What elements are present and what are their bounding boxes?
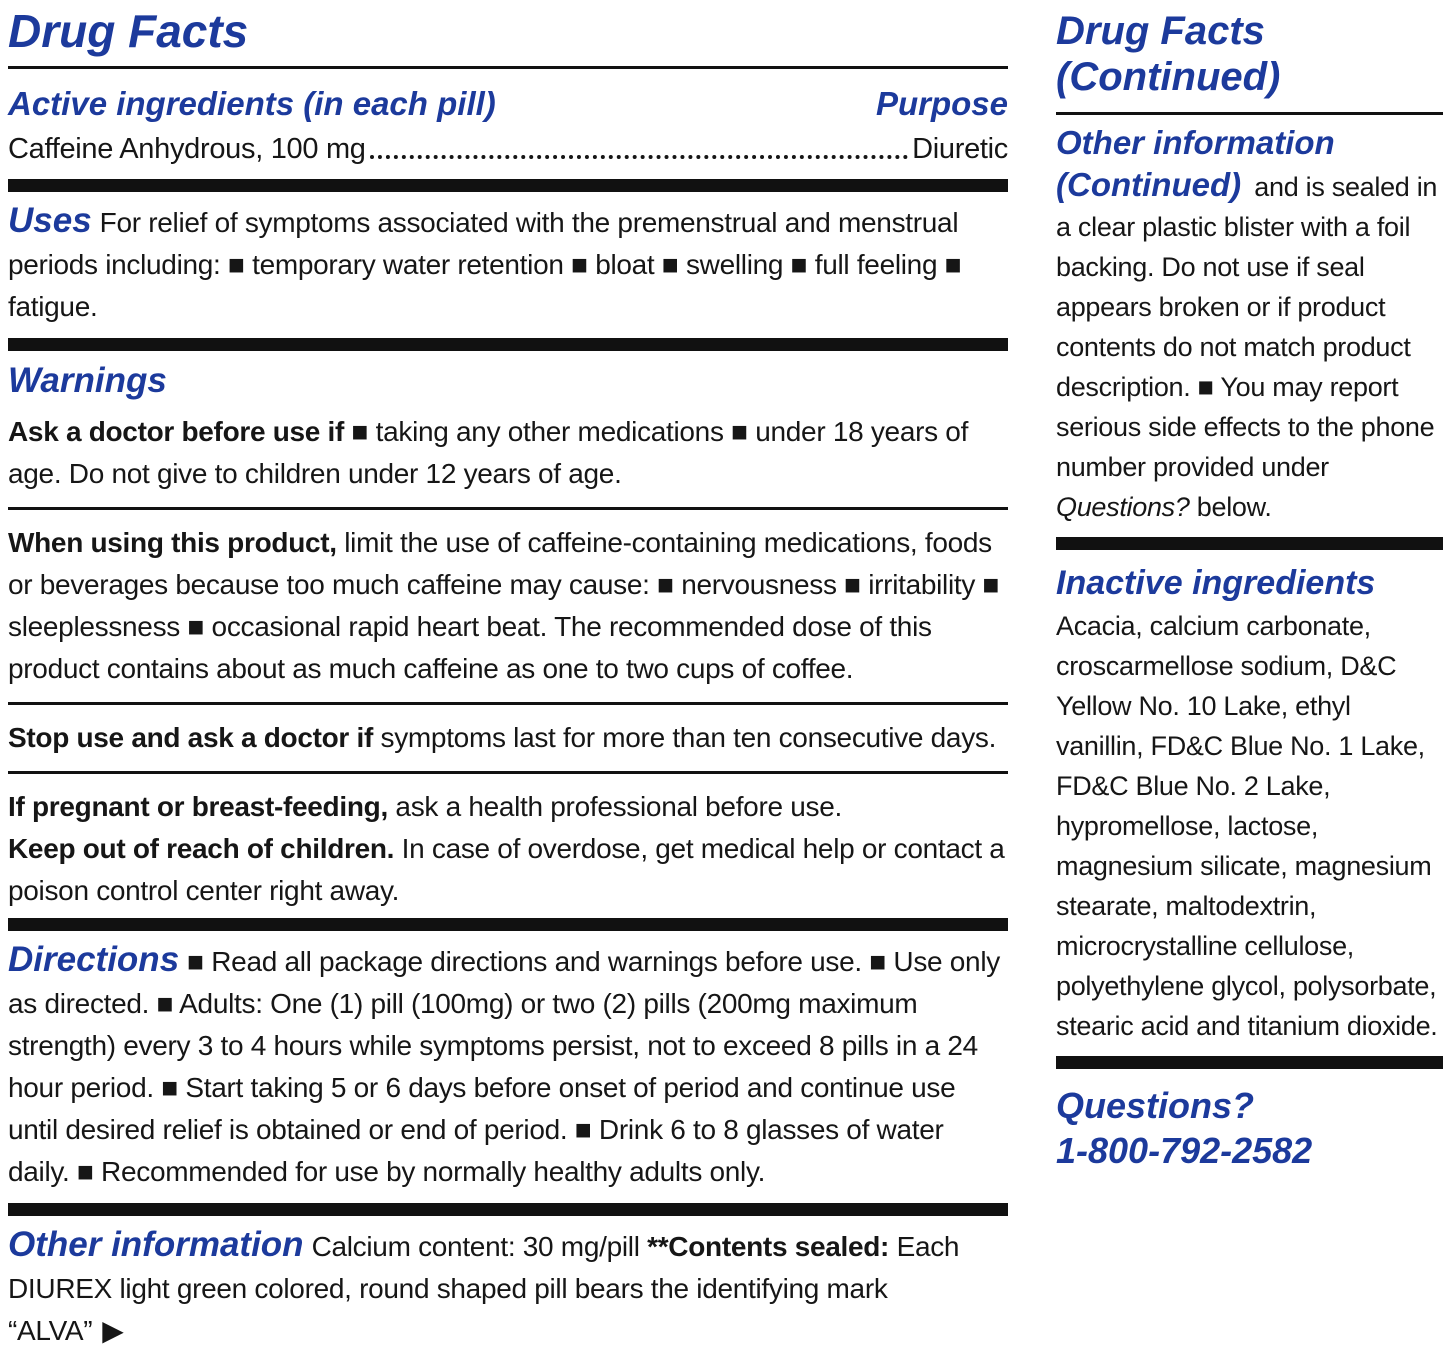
other-information-text1: Calcium content: 30 mg/pill <box>311 1231 648 1262</box>
dotted-leader <box>370 155 908 159</box>
warnings-pregnant <box>8 786 1008 912</box>
directions-heading: Directions <box>8 940 180 979</box>
other-information-continued-section <box>1056 123 1443 527</box>
divider-rule-stop-use <box>8 702 1008 705</box>
warnings-when-using <box>8 522 1008 690</box>
pregnant-text: ask a health professional before use. <box>387 791 842 822</box>
section-divider-bar-uses <box>8 179 1008 192</box>
pregnant-lead: If pregnant or breast-feeding, <box>8 791 388 822</box>
active-ingredients-heading: Active ingredients (in each pill) <box>8 85 496 122</box>
when-using-lead: When using this product, <box>8 527 337 558</box>
other-information-continued-heading: Other information (Continued) <box>1056 124 1335 203</box>
when-using-text: limit the use of caffeine-containing medications, foods or beverages because too much caffeine may cause: ■ nervousness ■ irritability ■ sleeplessness ■ occasional rapid heart beat. The recommended dose of this product contains about as much caffeine as one to two cups of coffee. <box>8 527 1000 684</box>
questions-phone: 1-800-792-2582 <box>1056 1130 1313 1171</box>
warnings-ask-doctor <box>8 411 1008 495</box>
drug-facts-continued-line2: (Continued) <box>1056 55 1281 99</box>
uses-text: For relief of symptoms associated with the premenstrual and menstrual periods including: ■ temporary water retention ■ bloat ■ swelling ■ full feeling ■ fatigue. <box>8 207 962 322</box>
ask-doctor-text: ■ taking any other medications ■ under 18 years of age. Do not give to children under 12 years of age. <box>8 416 969 489</box>
purpose-heading: Purpose <box>875 85 1008 122</box>
questions-reference: Questions? <box>1056 492 1190 522</box>
questions-heading: Questions? <box>1056 1085 1255 1126</box>
section-divider-bar-questions <box>1056 1056 1443 1069</box>
ingredient-purpose: Diuretic <box>912 133 1008 165</box>
inactive-ingredients-heading: Inactive ingredients <box>1056 564 1376 602</box>
drug-facts-continued-line1: Drug Facts <box>1056 9 1265 53</box>
keep-out-text: In case of overdose, get medical help or contact a poison control center right away. <box>8 833 1005 906</box>
ask-doctor-lead: Ask a doctor before use if <box>8 416 345 447</box>
divider-rule-pregnant <box>8 771 1008 774</box>
keep-out-lead: Keep out of reach of children. <box>8 833 395 864</box>
divider-rule-title <box>8 66 1008 69</box>
divider-rule-continued <box>1056 112 1443 115</box>
inactive-ingredients-text: Acacia, calcium carbonate, croscarmellose sodium, D&C Yellow No. 10 Lake, ethyl vanillin, FD&C Blue No. 1 Lake, FD&C Blue No. 2 Lake, hypromellose, lactose, magnesium silicate, magnesium stearate, maltodextrin, microcrystalline cellulose, polyethylene glycol, polysorbate, stearic acid and titanium dioxide. <box>1056 611 1438 1041</box>
directions-text: ■ Read all package directions and warnings before use. ■ Use only as directed. ■ Adults: One (1) pill (100mg) or two (2) pills (200mg maximum strength) every 3 to 4 hours while symptoms persist, not to exceed 8 pills in a 24 hour period. ■ Start taking 5 or 6 days before onset of period and continue use until desired relief is obtained or end of period. ■ Drink 6 to 8 glasses of water daily. ■ Recommended for use by normally healthy adults only. <box>8 946 1000 1187</box>
contents-sealed-lead: **Contents sealed: <box>647 1231 890 1262</box>
stop-use-text: symptoms last for more than ten consecutive days. <box>373 722 997 753</box>
other-information-heading: Other information <box>8 1225 304 1264</box>
uses-section <box>8 200 1008 328</box>
drug-facts-panel-main <box>8 6 1008 1362</box>
other-information-continued-text2: below. <box>1189 492 1272 522</box>
other-information-continued-text1: and is sealed in a clear plastic blister with a foil backing. Do not use if seal appears broken or if product contents do not match product description. ■ You may report serious side effects to the phone number provided under <box>1056 172 1438 482</box>
section-divider-bar-inactive <box>1056 537 1443 550</box>
divider-rule-when-using <box>8 507 1008 510</box>
active-ingredient-row <box>8 131 1008 167</box>
directions-section <box>8 939 1008 1193</box>
active-ingredients-header-row <box>8 85 1008 123</box>
warnings-stop-use <box>8 717 1008 759</box>
section-divider-bar-directions <box>8 918 1008 931</box>
drug-facts-panel-continued <box>1056 6 1443 1362</box>
questions-section <box>1056 1083 1443 1173</box>
other-information-text2: Each DIUREX light green colored, round shaped pill bears the identifying mark “ALVA” <box>8 1231 960 1346</box>
warnings-heading: Warnings <box>8 361 167 400</box>
drug-facts-continued-title <box>1056 8 1443 100</box>
other-information-section <box>8 1224 1008 1352</box>
continue-arrow-icon: ▶ <box>102 1315 124 1346</box>
drug-facts-title: Drug Facts <box>8 5 249 57</box>
section-divider-bar-other-info <box>8 1203 1008 1216</box>
uses-heading: Uses <box>8 201 92 240</box>
stop-use-lead: Stop use and ask a doctor if <box>8 722 374 753</box>
section-divider-bar-warnings <box>8 338 1008 351</box>
ingredient-name: Caffeine Anhydrous, 100 mg <box>8 133 366 165</box>
